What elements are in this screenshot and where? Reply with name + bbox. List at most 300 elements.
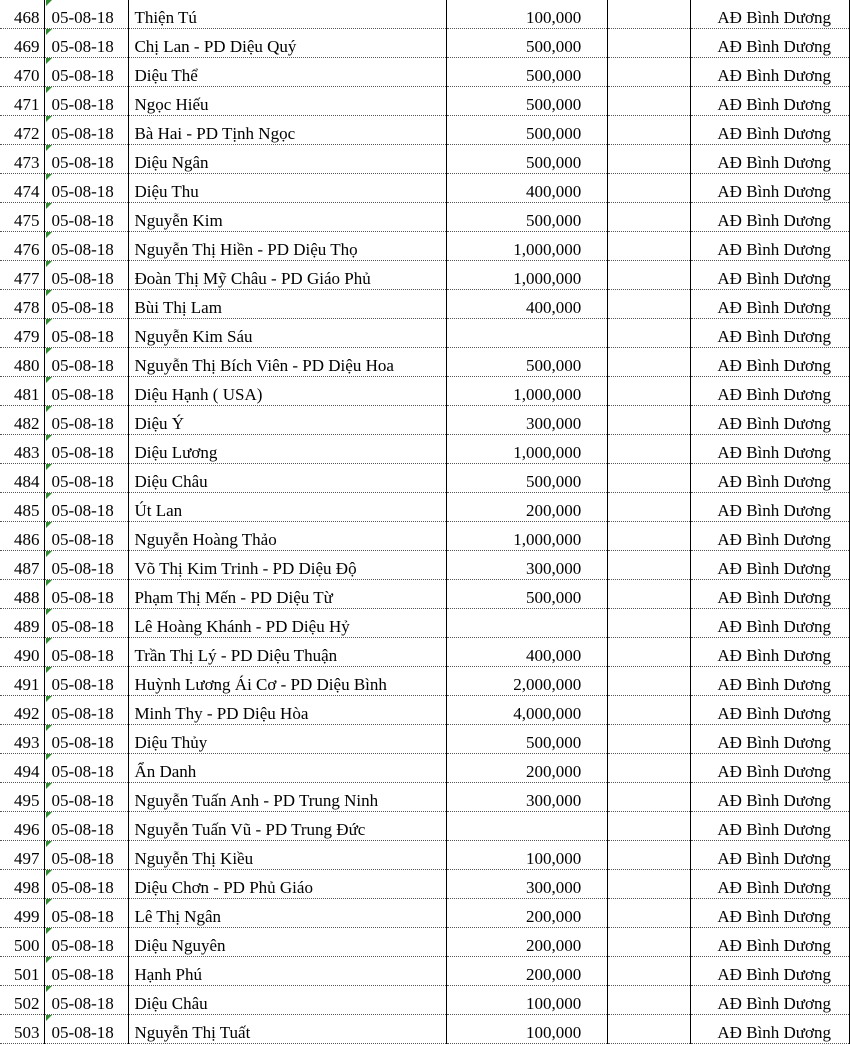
table-row[interactable]: [0, 290, 850, 319]
amount-cell[interactable]: [447, 348, 608, 377]
donor-name-cell[interactable]: [129, 986, 447, 1015]
branch-cell[interactable]: [691, 580, 850, 609]
table-row[interactable]: [0, 841, 850, 870]
row-number-cell[interactable]: [0, 58, 45, 87]
table-row[interactable]: [0, 812, 850, 841]
amount-cell-text: 500,000: [525, 733, 582, 752]
row-number-cell[interactable]: [0, 348, 45, 377]
amount-cell[interactable]: [447, 725, 608, 754]
empty-cell[interactable]: [608, 725, 691, 754]
empty-cell[interactable]: [608, 203, 691, 232]
date-cell[interactable]: [45, 406, 129, 435]
branch-cell-text: AĐ Bình Dương: [717, 443, 831, 462]
date-cell-text: 05-08-18: [51, 124, 114, 143]
branch-cell[interactable]: [691, 638, 850, 667]
row-number-cell[interactable]: [0, 116, 45, 145]
donor-name-cell[interactable]: [129, 87, 447, 116]
donor-name-cell[interactable]: [129, 348, 447, 377]
donor-name-cell-text: Diệu Thủy: [134, 733, 208, 752]
amount-cell-text: 100,000: [525, 8, 582, 27]
table-row[interactable]: [0, 0, 850, 29]
table-row[interactable]: [0, 754, 850, 783]
amount-cell[interactable]: [447, 841, 608, 870]
empty-cell[interactable]: [608, 522, 691, 551]
date-cell[interactable]: [45, 1015, 129, 1044]
date-cell[interactable]: [45, 116, 129, 145]
date-cell[interactable]: [45, 522, 129, 551]
table-row[interactable]: [0, 87, 850, 116]
branch-cell-text: AĐ Bình Dương: [717, 95, 831, 114]
empty-cell[interactable]: [608, 899, 691, 928]
donor-name-cell[interactable]: [129, 406, 447, 435]
date-cell[interactable]: [45, 928, 129, 957]
donor-name-cell[interactable]: [129, 145, 447, 174]
branch-cell[interactable]: [691, 551, 850, 580]
branch-cell[interactable]: [691, 174, 850, 203]
branch-cell[interactable]: [691, 870, 850, 899]
donor-name-cell[interactable]: [129, 841, 447, 870]
donor-name-cell[interactable]: [129, 290, 447, 319]
date-cell-text: 05-08-18: [51, 153, 114, 172]
row-number-cell[interactable]: [0, 464, 45, 493]
branch-cell[interactable]: [691, 377, 850, 406]
amount-cell[interactable]: [447, 1015, 608, 1044]
date-cell[interactable]: [45, 174, 129, 203]
amount-cell[interactable]: [447, 551, 608, 580]
table-row[interactable]: [0, 58, 850, 87]
amount-cell[interactable]: [447, 783, 608, 812]
row-number-cell-text: 494: [13, 762, 40, 781]
table-row[interactable]: [0, 870, 850, 899]
donor-name-cell-text: Nguyễn Kim Sáu: [134, 327, 253, 346]
empty-cell[interactable]: [608, 754, 691, 783]
donor-name-cell[interactable]: [129, 725, 447, 754]
donor-name-cell[interactable]: [129, 609, 447, 638]
date-cell[interactable]: [45, 493, 129, 522]
row-number-cell-text: 491: [13, 675, 40, 694]
branch-cell[interactable]: [691, 899, 850, 928]
table-row[interactable]: [0, 899, 850, 928]
comment-marker-icon: [46, 116, 52, 122]
comment-marker-icon: [46, 957, 52, 963]
amount-cell[interactable]: [447, 870, 608, 899]
branch-cell[interactable]: [691, 58, 850, 87]
donor-name-cell[interactable]: [129, 667, 447, 696]
donor-name-cell[interactable]: [129, 261, 447, 290]
date-cell[interactable]: [45, 261, 129, 290]
date-cell[interactable]: [45, 435, 129, 464]
amount-cell-text: 500,000: [525, 153, 582, 172]
branch-cell[interactable]: [691, 203, 850, 232]
donor-name-cell-text: Phạm Thị Mến - PD Diệu Từ: [134, 588, 333, 607]
comment-marker-icon: [46, 899, 52, 905]
amount-cell[interactable]: [447, 116, 608, 145]
row-number-cell[interactable]: [0, 870, 45, 899]
branch-cell[interactable]: [691, 232, 850, 261]
branch-cell[interactable]: [691, 464, 850, 493]
donor-name-cell-text: Bà Hai - PD Tịnh Ngọc: [134, 124, 296, 143]
date-cell[interactable]: [45, 986, 129, 1015]
amount-cell[interactable]: [447, 377, 608, 406]
amount-cell[interactable]: [447, 957, 608, 986]
amount-cell[interactable]: [447, 58, 608, 87]
row-number-cell[interactable]: [0, 522, 45, 551]
date-cell[interactable]: [45, 754, 129, 783]
date-cell[interactable]: [45, 29, 129, 58]
table-row[interactable]: [0, 551, 850, 580]
branch-cell[interactable]: [691, 406, 850, 435]
branch-cell[interactable]: [691, 261, 850, 290]
donor-name-cell[interactable]: [129, 58, 447, 87]
empty-cell[interactable]: [608, 319, 691, 348]
donor-name-cell-text: Nguyễn Thị Tuất: [134, 1023, 251, 1042]
empty-cell[interactable]: [608, 841, 691, 870]
branch-cell-text: AĐ Bình Dương: [717, 240, 831, 259]
date-cell-text: 05-08-18: [51, 559, 114, 578]
amount-cell[interactable]: [447, 0, 608, 29]
table-row[interactable]: [0, 29, 850, 58]
branch-cell[interactable]: [691, 609, 850, 638]
empty-cell[interactable]: [608, 145, 691, 174]
branch-cell[interactable]: [691, 319, 850, 348]
branch-cell[interactable]: [691, 928, 850, 957]
amount-cell-text: 4,000,000: [513, 704, 582, 723]
date-cell[interactable]: [45, 58, 129, 87]
date-cell-text: 05-08-18: [51, 327, 114, 346]
empty-cell[interactable]: [608, 261, 691, 290]
empty-cell[interactable]: [608, 609, 691, 638]
table-row[interactable]: [0, 638, 850, 667]
donor-name-cell[interactable]: [129, 870, 447, 899]
row-number-cell[interactable]: [0, 928, 45, 957]
row-number-cell[interactable]: [0, 609, 45, 638]
table-row[interactable]: [0, 493, 850, 522]
branch-cell[interactable]: [691, 145, 850, 174]
donor-name-cell[interactable]: [129, 435, 447, 464]
table-row[interactable]: [0, 1015, 850, 1044]
donor-name-cell-text: Lê Thị Ngân: [134, 907, 221, 926]
date-cell[interactable]: [45, 377, 129, 406]
empty-cell[interactable]: [608, 464, 691, 493]
branch-cell[interactable]: [691, 696, 850, 725]
branch-cell[interactable]: [691, 435, 850, 464]
row-number-cell[interactable]: [0, 841, 45, 870]
table-row[interactable]: [0, 232, 850, 261]
table-row[interactable]: [0, 696, 850, 725]
row-number-cell[interactable]: [0, 783, 45, 812]
table-row[interactable]: [0, 116, 850, 145]
table-row[interactable]: [0, 667, 850, 696]
donor-name-cell[interactable]: [129, 464, 447, 493]
row-number-cell-text: 496: [13, 820, 40, 839]
branch-cell-text: AĐ Bình Dương: [717, 965, 831, 984]
row-number-cell[interactable]: [0, 725, 45, 754]
date-cell[interactable]: [45, 145, 129, 174]
date-cell-text: 05-08-18: [51, 907, 114, 926]
amount-cell[interactable]: [447, 87, 608, 116]
row-number-cell[interactable]: [0, 87, 45, 116]
amount-cell[interactable]: [447, 319, 608, 348]
branch-cell-text: AĐ Bình Dương: [717, 994, 831, 1013]
row-number-cell[interactable]: [0, 435, 45, 464]
date-cell[interactable]: [45, 638, 129, 667]
empty-cell[interactable]: [608, 551, 691, 580]
branch-cell[interactable]: [691, 0, 850, 29]
empty-cell[interactable]: [608, 116, 691, 145]
date-cell[interactable]: [45, 580, 129, 609]
row-number-cell-text: 483: [13, 443, 40, 462]
date-cell[interactable]: [45, 87, 129, 116]
empty-cell[interactable]: [608, 1015, 691, 1044]
branch-cell[interactable]: [691, 1015, 850, 1044]
row-number-cell-text: 475: [13, 211, 40, 230]
donor-name-cell[interactable]: [129, 783, 447, 812]
branch-cell[interactable]: [691, 841, 850, 870]
amount-cell[interactable]: [447, 696, 608, 725]
date-cell[interactable]: [45, 696, 129, 725]
table-row[interactable]: [0, 522, 850, 551]
branch-cell[interactable]: [691, 783, 850, 812]
date-cell[interactable]: [45, 899, 129, 928]
branch-cell-text: AĐ Bình Dương: [717, 414, 831, 433]
empty-cell[interactable]: [608, 638, 691, 667]
table-row[interactable]: [0, 609, 850, 638]
donor-name-cell[interactable]: [129, 203, 447, 232]
empty-cell[interactable]: [608, 870, 691, 899]
branch-cell[interactable]: [691, 116, 850, 145]
empty-cell[interactable]: [608, 580, 691, 609]
date-cell[interactable]: [45, 841, 129, 870]
empty-cell[interactable]: [608, 174, 691, 203]
amount-cell[interactable]: [447, 406, 608, 435]
date-cell[interactable]: [45, 464, 129, 493]
branch-cell-text: AĐ Bình Dương: [717, 124, 831, 143]
date-cell[interactable]: [45, 957, 129, 986]
donor-name-cell[interactable]: [129, 116, 447, 145]
date-cell[interactable]: [45, 232, 129, 261]
empty-cell[interactable]: [608, 348, 691, 377]
branch-cell[interactable]: [691, 87, 850, 116]
donor-name-cell[interactable]: [129, 580, 447, 609]
branch-cell[interactable]: [691, 667, 850, 696]
comment-marker-icon: [46, 870, 52, 876]
date-cell[interactable]: [45, 203, 129, 232]
amount-cell[interactable]: [447, 232, 608, 261]
amount-cell[interactable]: [447, 29, 608, 58]
amount-cell[interactable]: [447, 145, 608, 174]
date-cell[interactable]: [45, 348, 129, 377]
table-row[interactable]: [0, 928, 850, 957]
row-number-cell-text: 472: [13, 124, 40, 143]
branch-cell[interactable]: [691, 812, 850, 841]
row-number-cell[interactable]: [0, 899, 45, 928]
branch-cell-text: AĐ Bình Dương: [717, 820, 831, 839]
donor-name-cell[interactable]: [129, 232, 447, 261]
empty-cell[interactable]: [608, 783, 691, 812]
donor-name-cell[interactable]: [129, 899, 447, 928]
empty-cell[interactable]: [608, 406, 691, 435]
row-number-cell[interactable]: [0, 261, 45, 290]
row-number-cell[interactable]: [0, 203, 45, 232]
row-number-cell[interactable]: [0, 406, 45, 435]
amount-cell-text: 400,000: [525, 182, 582, 201]
empty-cell[interactable]: [608, 957, 691, 986]
date-cell[interactable]: [45, 812, 129, 841]
table-row[interactable]: [0, 957, 850, 986]
table-row[interactable]: [0, 406, 850, 435]
amount-cell[interactable]: [447, 290, 608, 319]
date-cell[interactable]: [45, 0, 129, 29]
branch-cell[interactable]: [691, 522, 850, 551]
date-cell[interactable]: [45, 870, 129, 899]
table-row[interactable]: [0, 725, 850, 754]
amount-cell[interactable]: [447, 754, 608, 783]
comment-marker-icon: [46, 754, 52, 760]
empty-cell[interactable]: [608, 290, 691, 319]
table-row[interactable]: [0, 319, 850, 348]
donor-name-cell[interactable]: [129, 0, 447, 29]
amount-cell[interactable]: [447, 580, 608, 609]
amount-cell-text: 500,000: [525, 95, 582, 114]
amount-cell-text: 200,000: [525, 936, 582, 955]
empty-cell[interactable]: [608, 435, 691, 464]
amount-cell[interactable]: [447, 667, 608, 696]
branch-cell[interactable]: [691, 29, 850, 58]
empty-cell[interactable]: [608, 87, 691, 116]
donor-name-cell[interactable]: [129, 754, 447, 783]
branch-cell-text: AĐ Bình Dương: [717, 1023, 831, 1042]
table-row[interactable]: [0, 348, 850, 377]
amount-cell[interactable]: [447, 261, 608, 290]
table-row[interactable]: [0, 783, 850, 812]
row-number-cell[interactable]: [0, 551, 45, 580]
date-cell[interactable]: [45, 609, 129, 638]
table-row[interactable]: [0, 377, 850, 406]
empty-cell[interactable]: [608, 812, 691, 841]
row-number-cell[interactable]: [0, 319, 45, 348]
amount-cell[interactable]: [447, 638, 608, 667]
row-number-cell-text: 470: [13, 66, 40, 85]
row-number-cell[interactable]: [0, 232, 45, 261]
donor-name-cell[interactable]: [129, 29, 447, 58]
row-number-cell[interactable]: [0, 0, 45, 29]
donor-name-cell[interactable]: [129, 812, 447, 841]
row-number-cell[interactable]: [0, 580, 45, 609]
branch-cell[interactable]: [691, 957, 850, 986]
empty-cell[interactable]: [608, 377, 691, 406]
amount-cell[interactable]: [447, 986, 608, 1015]
branch-cell-text: AĐ Bình Dương: [717, 617, 831, 636]
donor-name-cell[interactable]: [129, 1015, 447, 1044]
table-row[interactable]: [0, 986, 850, 1015]
donor-name-cell[interactable]: [129, 522, 447, 551]
row-number-cell[interactable]: [0, 377, 45, 406]
row-number-cell[interactable]: [0, 638, 45, 667]
donor-name-cell[interactable]: [129, 174, 447, 203]
date-cell-text: 05-08-18: [51, 356, 114, 375]
donor-name-cell[interactable]: [129, 377, 447, 406]
row-number-cell[interactable]: [0, 754, 45, 783]
date-cell[interactable]: [45, 319, 129, 348]
date-cell[interactable]: [45, 551, 129, 580]
donor-name-cell[interactable]: [129, 493, 447, 522]
comment-marker-icon: [46, 580, 52, 586]
empty-cell[interactable]: [608, 696, 691, 725]
table-row[interactable]: [0, 203, 850, 232]
row-number-cell[interactable]: [0, 174, 45, 203]
empty-cell[interactable]: [608, 667, 691, 696]
row-number-cell[interactable]: [0, 145, 45, 174]
amount-cell[interactable]: [447, 203, 608, 232]
amount-cell[interactable]: [447, 899, 608, 928]
row-number-cell-text: 474: [13, 182, 40, 201]
amount-cell[interactable]: [447, 493, 608, 522]
amount-cell[interactable]: [447, 928, 608, 957]
donor-name-cell[interactable]: [129, 957, 447, 986]
empty-cell[interactable]: [608, 0, 691, 29]
donor-name-cell[interactable]: [129, 638, 447, 667]
donor-name-cell[interactable]: [129, 319, 447, 348]
table-row[interactable]: [0, 435, 850, 464]
amount-cell[interactable]: [447, 609, 608, 638]
branch-cell[interactable]: [691, 725, 850, 754]
empty-cell[interactable]: [608, 986, 691, 1015]
empty-cell[interactable]: [608, 29, 691, 58]
table-row[interactable]: [0, 174, 850, 203]
empty-cell[interactable]: [608, 493, 691, 522]
amount-cell-text: 300,000: [525, 791, 582, 810]
amount-cell[interactable]: [447, 464, 608, 493]
date-cell[interactable]: [45, 725, 129, 754]
date-cell[interactable]: [45, 783, 129, 812]
branch-cell[interactable]: [691, 290, 850, 319]
table-row[interactable]: [0, 145, 850, 174]
donor-name-cell[interactable]: [129, 551, 447, 580]
donor-name-cell[interactable]: [129, 696, 447, 725]
row-number-cell[interactable]: [0, 1015, 45, 1044]
date-cell[interactable]: [45, 290, 129, 319]
amount-cell[interactable]: [447, 522, 608, 551]
amount-cell[interactable]: [447, 435, 608, 464]
row-number-cell[interactable]: [0, 696, 45, 725]
donor-name-cell-text: Thiện Tú: [134, 8, 197, 27]
amount-cell-text: 1,000,000: [513, 240, 582, 259]
amount-cell-text: 300,000: [525, 414, 582, 433]
row-number-cell[interactable]: [0, 290, 45, 319]
row-number-cell[interactable]: [0, 493, 45, 522]
row-number-cell[interactable]: [0, 957, 45, 986]
table-row[interactable]: [0, 464, 850, 493]
amount-cell-text: 500,000: [525, 472, 582, 491]
row-number-cell[interactable]: [0, 667, 45, 696]
amount-cell[interactable]: [447, 812, 608, 841]
date-cell[interactable]: [45, 667, 129, 696]
row-number-cell[interactable]: [0, 986, 45, 1015]
row-number-cell[interactable]: [0, 812, 45, 841]
table-row[interactable]: [0, 580, 850, 609]
branch-cell[interactable]: [691, 986, 850, 1015]
branch-cell[interactable]: [691, 493, 850, 522]
branch-cell[interactable]: [691, 754, 850, 783]
row-number-cell[interactable]: [0, 29, 45, 58]
amount-cell[interactable]: [447, 174, 608, 203]
table-row[interactable]: [0, 261, 850, 290]
donor-name-cell[interactable]: [129, 928, 447, 957]
empty-cell[interactable]: [608, 232, 691, 261]
branch-cell[interactable]: [691, 348, 850, 377]
empty-cell[interactable]: [608, 928, 691, 957]
empty-cell[interactable]: [608, 58, 691, 87]
